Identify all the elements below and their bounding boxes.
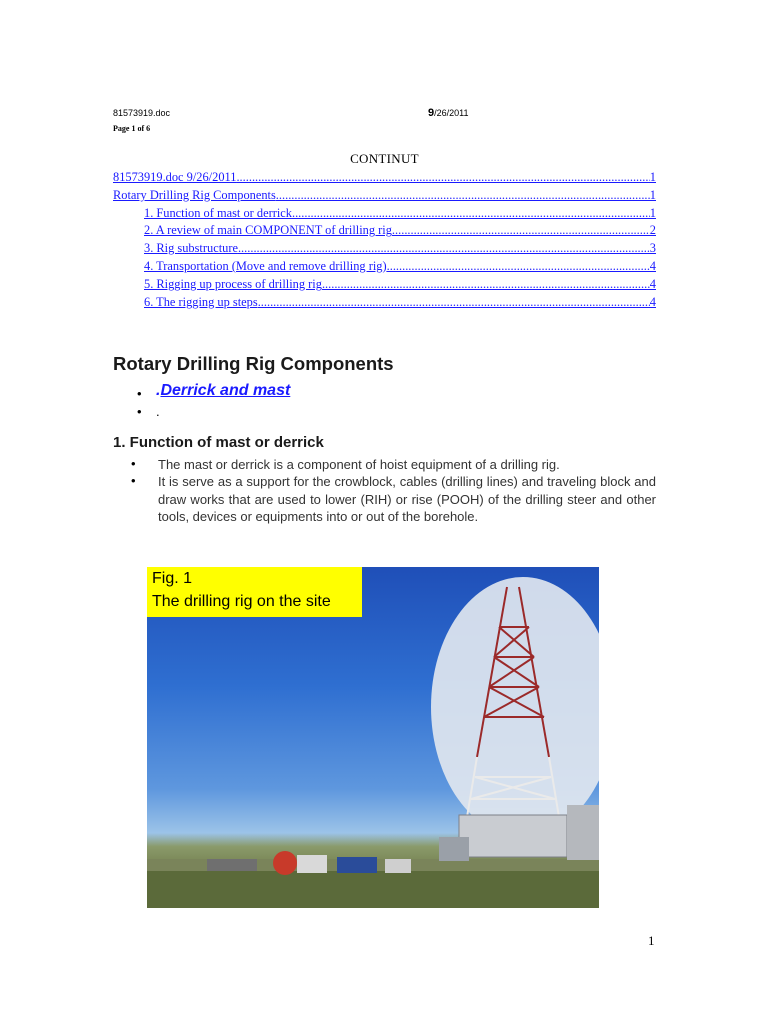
toc-leader-dots bbox=[238, 240, 650, 258]
toc-title: CONTINUT bbox=[350, 151, 419, 166]
toc-entry-page[interactable]: 2 bbox=[649, 223, 656, 238]
header-filename: 81573919.doc bbox=[113, 108, 171, 118]
toc-leader-dots bbox=[292, 205, 650, 223]
toc-entry[interactable] bbox=[113, 205, 656, 223]
header-date-rest: /26/2011 bbox=[434, 108, 469, 118]
toc-entry-label[interactable]: 81573919.doc 9/26/2011 bbox=[113, 170, 237, 184]
toc-entry-page[interactable]: 4 bbox=[649, 276, 656, 291]
toc-entry[interactable] bbox=[113, 187, 656, 205]
toc-entry-page[interactable]: 3 bbox=[649, 241, 656, 256]
bullet-prefix: . bbox=[156, 382, 161, 399]
toc-entry[interactable] bbox=[113, 276, 656, 294]
toc-entry[interactable] bbox=[113, 169, 656, 187]
bullet-glyph: • bbox=[137, 404, 142, 419]
toc-entry[interactable] bbox=[113, 240, 656, 258]
toc-leader-dots bbox=[276, 187, 650, 205]
toc-entry[interactable] bbox=[113, 222, 656, 240]
bullet-glyph: • bbox=[131, 456, 136, 471]
toc-leader-dots bbox=[392, 222, 650, 240]
paragraph: It is serve as a support for the crowblock, cables (drilling lines) and traveling block and draw works that are used to lower (RIH) or rise (POOH) of the drilling steer and other tools, devices or equipments into or out of the borehole. bbox=[158, 474, 656, 524]
toc-entry-label[interactable]: 5. Rigging up process of drilling rig bbox=[144, 276, 322, 291]
bullet-empty: . bbox=[156, 404, 160, 419]
bullet-glyph: • bbox=[137, 386, 142, 401]
toc-entry[interactable] bbox=[113, 258, 656, 276]
figure-caption-text: The drilling rig on the site bbox=[152, 593, 331, 610]
toc-entry[interactable] bbox=[113, 294, 656, 312]
header-date-prefix: 9 bbox=[428, 107, 435, 119]
toc-entry-page[interactable]: 1 bbox=[649, 205, 656, 220]
toc-entry-label[interactable]: 3. Rig substructure bbox=[144, 241, 238, 256]
toc-entry-label[interactable]: 1. Function of mast or derrick bbox=[144, 205, 292, 220]
toc-entry-page[interactable]: 1 bbox=[649, 187, 656, 202]
bullet-glyph: • bbox=[131, 473, 136, 488]
toc-entry-label[interactable]: Rotary Drilling Rig Components bbox=[113, 187, 276, 202]
toc-leader-dots bbox=[387, 258, 650, 276]
toc-entry-page[interactable]: 1 bbox=[649, 170, 656, 184]
derrick-and-mast-link[interactable]: Derrick and mast bbox=[160, 382, 291, 399]
page-number: 1 bbox=[648, 933, 655, 948]
rig-illustration bbox=[147, 567, 599, 908]
toc-entry-label[interactable]: 6. The rigging up steps bbox=[144, 294, 258, 309]
table-of-contents bbox=[113, 169, 656, 311]
toc-leader-dots bbox=[236, 169, 649, 187]
figure-caption bbox=[147, 567, 362, 617]
bullet-derrick-and-mast bbox=[156, 382, 290, 400]
toc-entry-label[interactable]: 4. Transportation (Move and remove drilling rig) bbox=[144, 258, 387, 273]
header-page-of: Page 1 of 6 bbox=[113, 124, 151, 133]
header-date bbox=[428, 107, 469, 119]
paragraph: The mast or derrick is a component of hoist equipment of a drilling rig. bbox=[158, 457, 560, 472]
toc-entry-label[interactable]: 2. A review of main COMPONENT of drilling rig bbox=[144, 223, 392, 238]
drilling-rig-photo bbox=[147, 567, 599, 908]
toc-leader-dots bbox=[258, 294, 650, 312]
figure-caption-number: Fig. 1 bbox=[152, 570, 193, 587]
subsection-heading: 1. Function of mast or derrick bbox=[113, 434, 324, 451]
section-heading: Rotary Drilling Rig Components bbox=[113, 353, 394, 374]
toc-leader-dots bbox=[322, 276, 650, 294]
toc-entry-page[interactable]: 4 bbox=[649, 294, 656, 309]
toc-entry-page[interactable]: 4 bbox=[649, 258, 656, 273]
